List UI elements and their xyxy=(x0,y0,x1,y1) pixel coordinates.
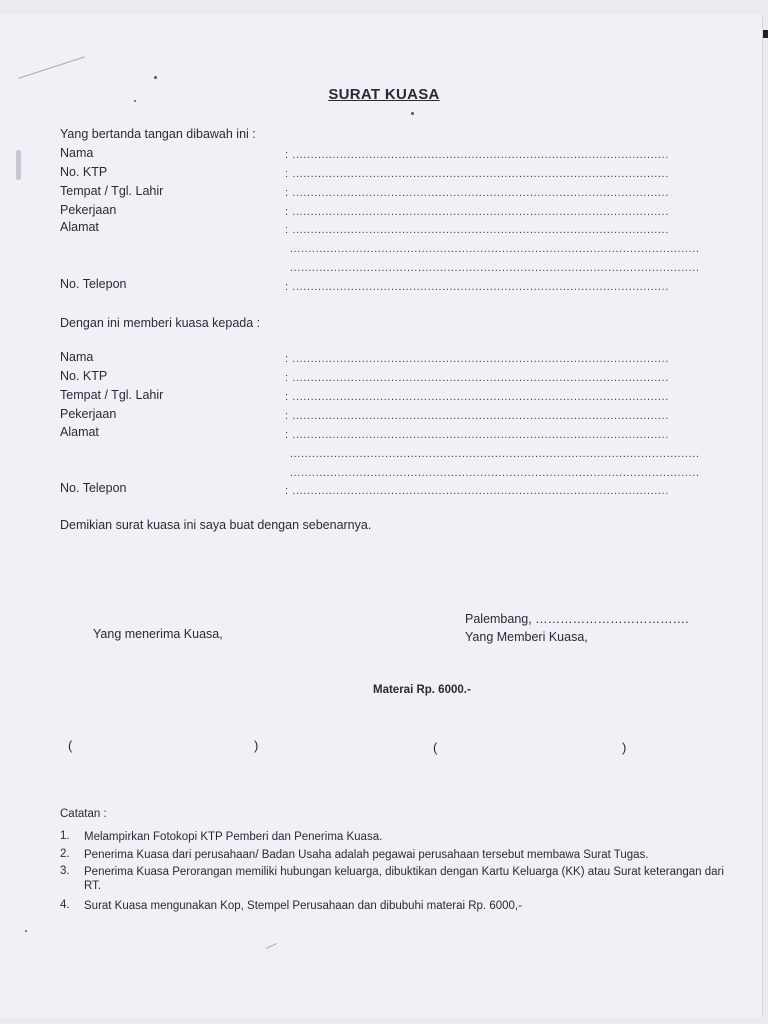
note-text: Penerima Kuasa Perorangan memiliki hubungan keluarga, dibuktikan dengan Kartu Keluarga (KK) atau Surat keterangan dari RT. xyxy=(84,866,724,892)
giver-birth-label: Tempat / Tgl. Lahir xyxy=(60,184,164,198)
receiver-address-label: Alamat xyxy=(60,425,99,439)
giver-birth-line[interactable]: : ....................................................................................................... xyxy=(285,187,669,199)
scan-speck xyxy=(25,930,27,932)
giver-phone-label: No. Telepon xyxy=(60,277,127,291)
giver-address-line-3[interactable]: ................................................................................................................ xyxy=(290,262,700,274)
giver-name-line[interactable]: : ....................................................................................................... xyxy=(285,149,669,161)
intro-giver: Yang bertanda tangan dibawah ini : xyxy=(60,127,256,141)
note-text: Surat Kuasa mengunakan Kop, Stempel Perusahaan dan dibubuhi materai Rp. 6000,- xyxy=(84,900,522,912)
note-number: 4. xyxy=(60,899,70,911)
giver-ktp-line[interactable]: : ....................................................................................................... xyxy=(285,168,669,180)
page-edge-mark xyxy=(763,30,768,38)
receiver-job-label: Pekerjaan xyxy=(60,407,117,421)
giver-ktp-label: No. KTP xyxy=(60,165,108,179)
giver-name-open-bracket: ( xyxy=(433,740,438,755)
scan-speck xyxy=(411,112,414,115)
giver-name-label: Nama xyxy=(60,146,94,160)
note-number: 3. xyxy=(60,865,70,877)
note-text: Penerima Kuasa dari perusahaan/ Badan Usaha adalah pegawai perusahaan tersebut membawa Surat Tugas. xyxy=(84,849,649,861)
giver-address-label: Alamat xyxy=(60,220,99,234)
giver-signature-label: Yang Memberi Kuasa, xyxy=(465,630,588,644)
receiver-address-line-2[interactable]: ................................................................................................................ xyxy=(290,448,700,460)
receiver-phone-line[interactable]: : ....................................................................................................... xyxy=(285,485,669,497)
scan-speck xyxy=(16,150,21,180)
scan-speck xyxy=(154,76,157,79)
closing-statement: Demikian surat kuasa ini saya buat dengan sebenarnya. xyxy=(60,518,372,532)
receiver-name-label: Nama xyxy=(60,350,94,364)
note-number: 2. xyxy=(60,848,70,860)
note-text: Melampirkan Fotokopi KTP Pemberi dan Penerima Kuasa. xyxy=(84,831,383,843)
note-number: 1. xyxy=(60,830,70,842)
giver-address-line-2[interactable]: ................................................................................................................ xyxy=(290,243,700,255)
document-title: SURAT KUASA xyxy=(328,86,440,103)
intro-receiver: Dengan ini memberi kuasa kepada : xyxy=(60,316,261,330)
receiver-birth-label: Tempat / Tgl. Lahir xyxy=(60,388,164,402)
giver-phone-line[interactable]: : ....................................................................................................... xyxy=(285,281,669,293)
receiver-name-close-bracket: ) xyxy=(254,738,259,753)
place-date: Palembang, ………………………………. xyxy=(465,612,689,626)
receiver-name-open-bracket: ( xyxy=(68,738,73,753)
giver-job-line[interactable]: : ....................................................................................................... xyxy=(285,206,669,218)
giver-job-label: Pekerjaan xyxy=(60,203,117,217)
receiver-address-line-3[interactable]: ................................................................................................................ xyxy=(290,467,700,479)
giver-address-line[interactable]: : ....................................................................................................... xyxy=(285,224,669,236)
notes-title: Catatan : xyxy=(60,808,107,820)
receiver-phone-label: No. Telepon xyxy=(60,481,127,495)
receiver-name-line[interactable]: : ....................................................................................................... xyxy=(285,353,669,365)
receiver-signature-label: Yang menerima Kuasa, xyxy=(93,627,223,641)
receiver-ktp-line[interactable]: : ....................................................................................................... xyxy=(285,372,669,384)
receiver-job-line[interactable]: : ....................................................................................................... xyxy=(285,410,669,422)
stamp-duty-label: Materai Rp. 6000.- xyxy=(373,684,471,696)
receiver-address-line[interactable]: : ....................................................................................................... xyxy=(285,429,669,441)
giver-name-close-bracket: ) xyxy=(622,740,627,755)
receiver-birth-line[interactable]: : ....................................................................................................... xyxy=(285,391,669,403)
receiver-ktp-label: No. KTP xyxy=(60,369,108,383)
